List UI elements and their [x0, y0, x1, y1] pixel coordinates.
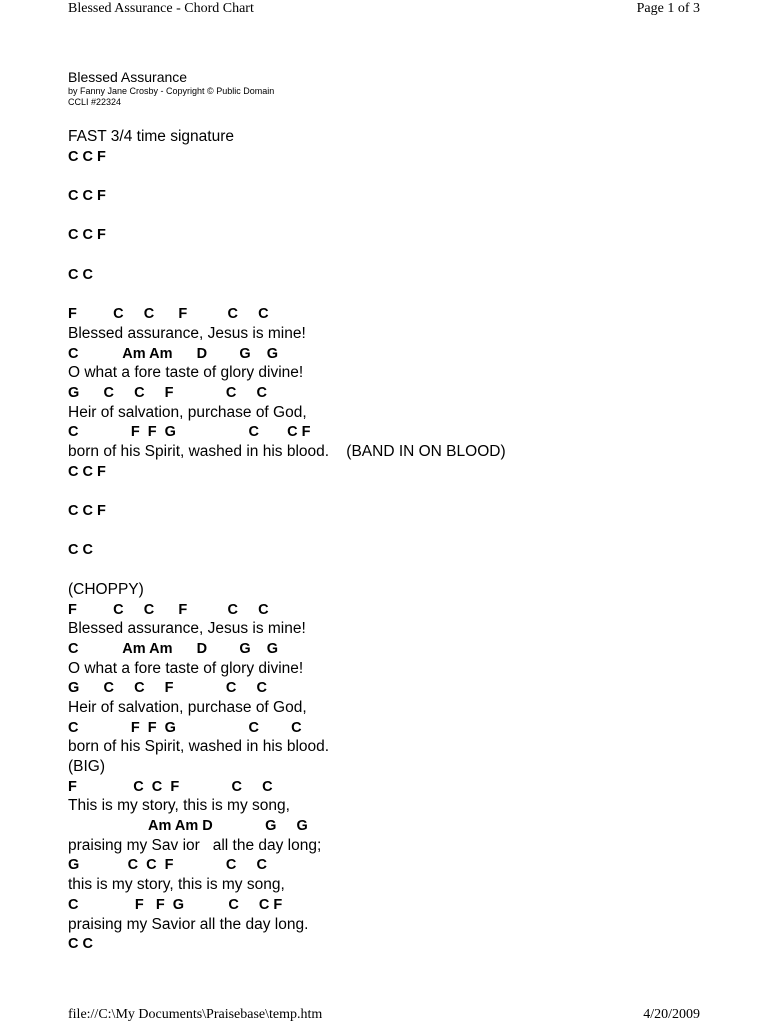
page-number: Page 1 of 3 — [636, 1, 700, 16]
chord-line: G C C F C C — [68, 857, 267, 874]
blank-line — [68, 520, 728, 540]
chord-line: C C F — [68, 503, 106, 520]
chord-line: C C F — [68, 188, 106, 205]
lyric-line: Heir of salvation, purchase of God, — [68, 403, 307, 421]
lyric-line: (CHOPPY) — [68, 580, 144, 598]
song-byline: by Fanny Jane Crosby - Copyright © Public Domain — [68, 86, 275, 96]
lyric-line: O what a fore taste of glory divine! — [68, 364, 304, 382]
lyric-line: praising my Sav ior all the day long; — [68, 836, 322, 854]
chord-line: Am Am D G G — [68, 818, 308, 835]
lyric-line: Blessed assurance, Jesus is mine! — [68, 324, 306, 342]
chord-line: C C F — [68, 148, 106, 165]
lyric-line: this is my story, this is my song, — [68, 876, 285, 894]
lyric-line: praising my Savior all the day long. — [68, 915, 309, 933]
blank-line — [68, 559, 728, 579]
chord-line: F C C F C C — [68, 306, 269, 323]
song-ccli: CCLI #22324 — [68, 97, 122, 107]
lyric-line: born of his Spirit, washed in his blood. — [68, 738, 330, 756]
chord-line: C C F — [68, 463, 106, 480]
chord-line: F C C F C C — [68, 601, 269, 618]
song-title: Blessed Assurance — [68, 69, 188, 85]
chord-line: G C C F C C — [68, 384, 267, 401]
lyric-line: O what a fore taste of glory divine! — [68, 659, 304, 677]
chord-line: C F F G C C F — [68, 896, 283, 913]
blank-line — [68, 165, 728, 185]
chord-line: C Am Am D G G — [68, 345, 279, 362]
chord-line: F C C F C C — [68, 778, 273, 795]
lyric-line: This is my story, this is my song, — [68, 797, 290, 815]
lyric-line: born of his Spirit, washed in his blood. (BAND IN ON BLOOD) — [68, 443, 506, 460]
chord-line: C C — [68, 936, 93, 953]
page-header-title: Blessed Assurance - Chord Chart — [68, 1, 254, 16]
chord-line: C C — [68, 266, 93, 283]
chord-line: G C C F C C — [68, 680, 267, 697]
chord-line: C F F G C C — [68, 719, 302, 736]
print-date: 4/20/2009 — [643, 1007, 700, 1022]
lyric-line: FAST 3/4 time signature — [68, 128, 234, 145]
lyric-line: Blessed assurance, Jesus is mine! — [68, 620, 306, 638]
chord-line: C C F — [68, 227, 106, 244]
chord-line: C Am Am D G G — [68, 640, 279, 657]
blank-line — [68, 284, 728, 304]
chord-line: C F F G C C F — [68, 424, 311, 441]
lyric-line: (BIG) — [68, 758, 106, 775]
blank-line — [68, 205, 728, 225]
lyric-line: Heir of salvation, purchase of God, — [68, 698, 307, 716]
blank-line — [68, 480, 728, 500]
file-path: file://C:\My Documents\Praisebase\temp.htm — [68, 1007, 323, 1022]
blank-line — [68, 244, 728, 264]
chord-line: C C — [68, 542, 93, 559]
chord-chart-body — [68, 126, 728, 953]
